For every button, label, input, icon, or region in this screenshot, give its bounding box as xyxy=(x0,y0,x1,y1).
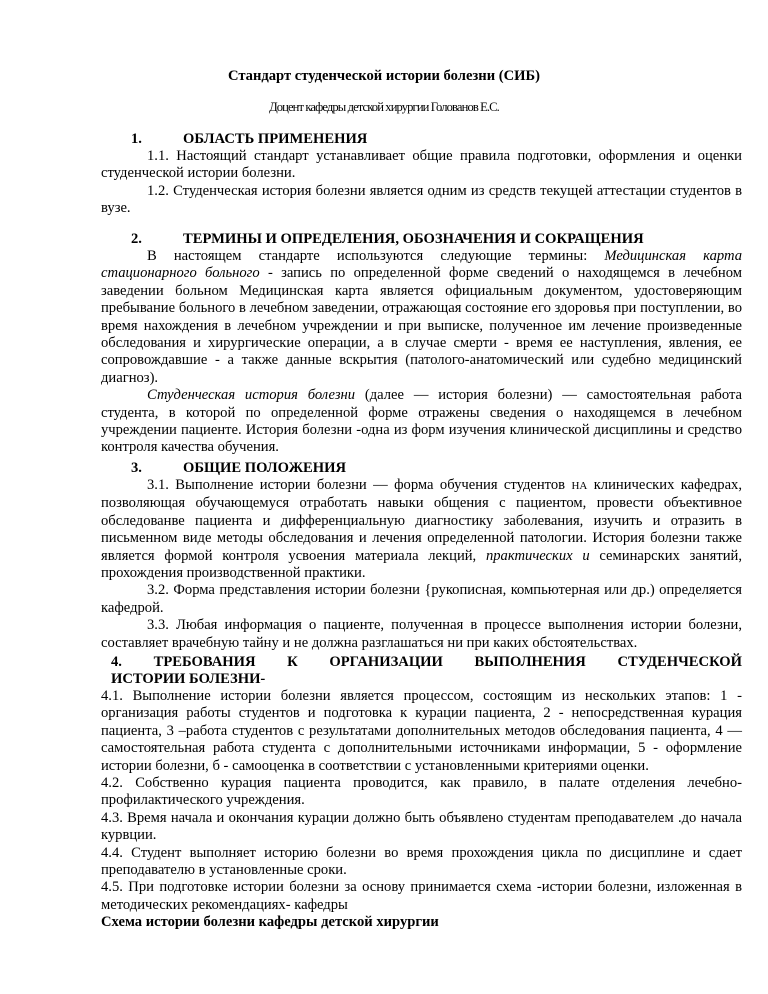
section-4 xyxy=(101,654,742,689)
section-3 xyxy=(131,460,742,477)
schema-heading: Схема истории болезни кафедры детской хирургии xyxy=(101,914,439,930)
paragraph: 4.4. Студент выполняет историю болезни во время прохождения цикла по дисциплине и сдает преподавателю в установленные сроки. xyxy=(101,844,742,879)
paragraph: 4.3. Время начала и окончания курации должно быть объявлено студентам преподавателем .до начала курвции. xyxy=(101,809,742,844)
paragraph: 4.5. При подготовке истории болезни за основу принимается схема -истории болезни, изложенная в методических рекомендациях- кафедры xyxy=(101,879,742,913)
paragraph: 4.2. Собственно курация пациента проводится, как правило, в палате отделения лечебно-профилактического учреждения. xyxy=(101,775,742,809)
section-4-body xyxy=(101,688,742,914)
paragraph: 3.1. Выполнение истории болезни — форма обучения студентов НА клинических кафедрах, позволяющая обучающемуся отработать навыки общения с пациентом, провести объективное обследованве пациента и дифференциальную диагностику заболевания, изучить и отразить в письменном виде методы обследования и лечения определенной патологии. История болезни также является формой контроля усвоения материала лекций, практических и семинарских занятий, прохождения производственной практики. xyxy=(101,477,742,582)
document-author: Доцент кафедры детской хирургии Голованов Е.С. xyxy=(269,100,499,114)
paragraph: В настоящем стандарте используются следующие термины: Медицинская карта стационарного больного - запись по определенной форме сведений о находящемся в лечебном заведении больном Медицинская карта является официальным документом, удостоверяющим пребывание больного в лечебном заведении, отражающая состояние его здоровья при поступлении, во время нахождения в лечебном учреждении и при выписке, полученное им лечение произведенные обследования и хирургические операции, а в случае смерти - время ее наступления, явления, ее сопровождавшие - а также данные вскрытия (патолого-анатомический или судебно медицинский диагноз). xyxy=(101,248,742,386)
section-number: 1. xyxy=(131,131,142,147)
paragraph: 3.2. Форма представления истории болезни {рукописная, компьютерная или др.) определяется кафедрой. xyxy=(101,582,742,616)
paragraph: Студенческая история болезни (далее — история болезни) — самостоятельная работа студента, в которой по определенной форме отражены сведения о находящемся в лечебном учреждении пациенте. История болезни -одна из форм изучения клинической дисциплины и средство контроля качества обучения. xyxy=(101,387,742,456)
section-title: ОБЛАСТЬ ПРИМЕНЕНИЯ xyxy=(183,131,368,147)
section-1 xyxy=(131,131,742,148)
paragraph: 1.2. Студенческая история болезни является одним из средств текущей аттестации студентов в вузе. xyxy=(101,182,742,217)
section-heading-line-2: ИСТОРИИ БОЛЕЗНИ- xyxy=(111,671,266,688)
section-title: ОБЩИЕ ПОЛОЖЕНИЯ xyxy=(183,460,347,476)
section-heading xyxy=(131,460,742,477)
section-heading xyxy=(131,231,742,248)
section-number: 2. xyxy=(131,231,142,247)
document-title: Стандарт студенческой истории болезни (СИБ) xyxy=(227,68,541,84)
section-3-body xyxy=(101,477,742,652)
section-1-body xyxy=(101,148,742,218)
paragraph: 1.1. Настоящий стандарт устанавливает общие правила подготовки, оформления и оценки студенческой истории болезни. xyxy=(101,148,742,182)
section-2 xyxy=(131,231,742,248)
paragraph: 4.1. Выполнение истории болезни является процессом, состоящим из нескольких этапов: 1 - организация работы студентов и подготовка к курации пациента, 2 - непосредственная курация пациента, 3 –работа студентов с результатами дополнительных методов обследования пациента, 4 — самостоятельная работа студента с дополнительными источниками информации, 5 - оформление истории болезни, б - самооценка в соответствии с установленными критериями оценки. xyxy=(101,688,742,774)
section-title: ТЕРМИНЫ И ОПРЕДЕЛЕНИЯ, ОБОЗНАЧЕНИЯ И СОКРАЩЕНИЯ xyxy=(183,231,644,247)
paragraph: 3.3. Любая информация о пациенте, полученная в процессе выполнения истории болезни, составляет врачебную тайну и не должна разглашаться ни при каких обстоятельствах. xyxy=(101,617,742,651)
section-2-body xyxy=(101,248,742,457)
section-heading-line-1: 4. ТРЕБОВАНИЯ К ОРГАНИЗАЦИИ ВЫПОЛНЕНИЯ СТУДЕНЧЕСКОЙ xyxy=(111,654,742,670)
section-number: 3. xyxy=(131,460,142,476)
section-heading xyxy=(131,131,742,148)
